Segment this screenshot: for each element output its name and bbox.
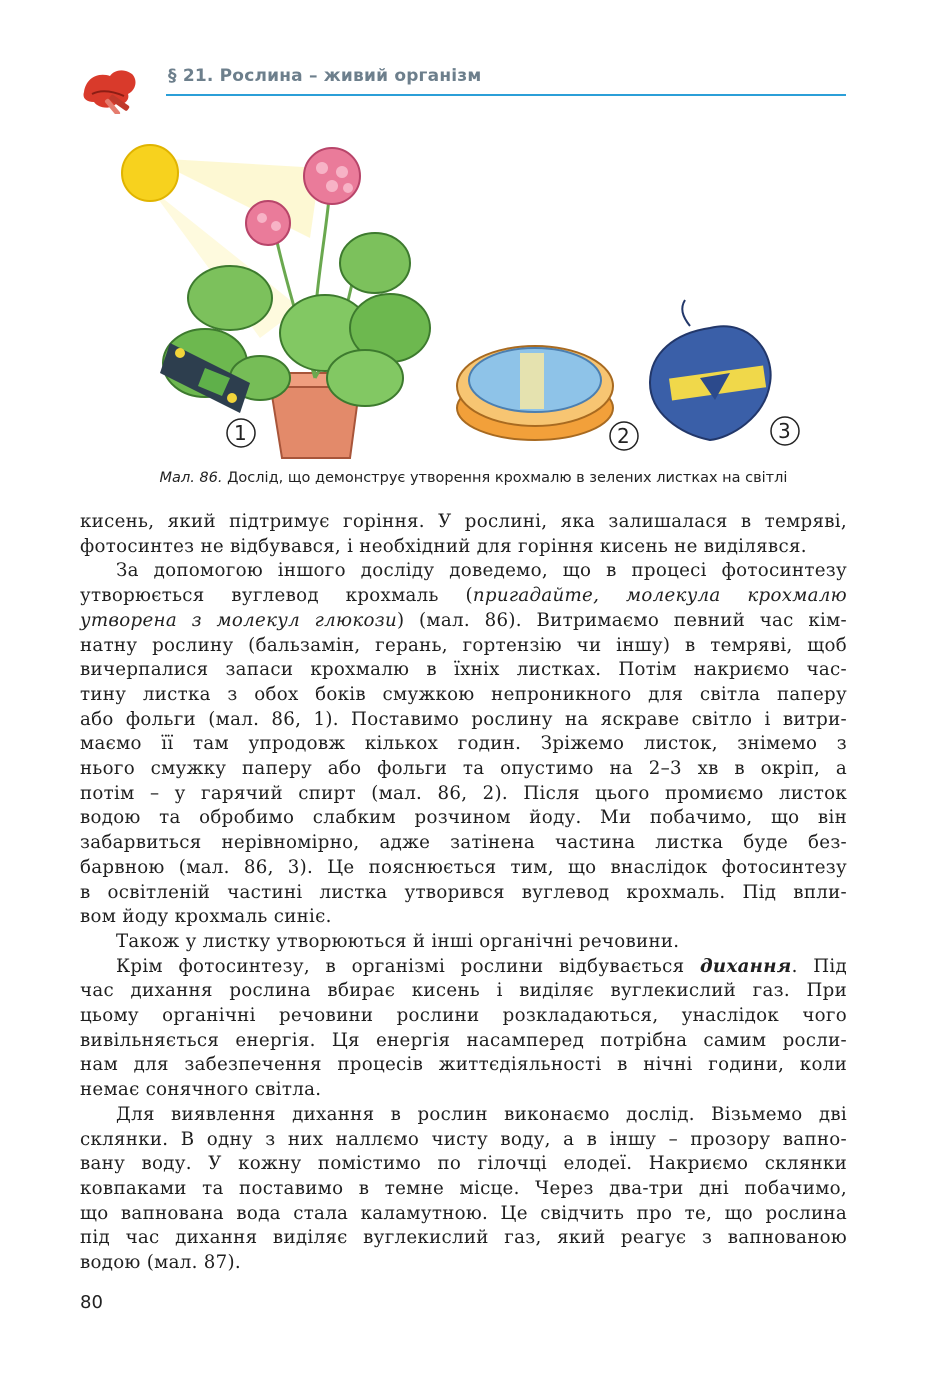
text-line: натну рослину (бальзамін, герань, гортензію чи іншу) в темряві, щоб [80, 634, 847, 656]
page-number: 80 [80, 1292, 103, 1313]
text-line: Для виявлення дихання в рослин виконаємо дослід. Візьмемо дві [116, 1103, 847, 1125]
text-line: вивільняється енергія. Ця енергія насамперед потрібна самим росли- [80, 1029, 847, 1051]
iodine-stained-leaf-icon [650, 300, 771, 440]
text-span: Крім фотосинтезу, в організмі рослини відбувається [116, 955, 700, 977]
text-span: . Під [791, 955, 847, 977]
text-line: немає сонячного світла. [80, 1079, 322, 1101]
text-line: фотосинтез не відбувався, і необхідний для горіння кисень не виділявся. [80, 535, 807, 557]
text-line: тину листка з обох боків смужкою непроникного для світла паперу [80, 683, 847, 705]
experiment-illustration [110, 128, 830, 468]
caption-text: Дослід, що демонструє утворення крохмалю в зелених листках на світлі [222, 470, 788, 486]
body-text [80, 510, 847, 1276]
text-line: час дихання рослина вбирає кисень і виділяє вуглекислий газ. При [80, 980, 847, 1002]
text-line: барвною (мал. 86, 3). Це пояснюється тим, що внаслідок фотосинтезу [80, 856, 847, 878]
page-header [80, 58, 850, 102]
section-title: § 21. Рослина – живий організм [168, 66, 482, 86]
caption-label: Мал. 86. [159, 470, 223, 486]
key-term: дихання [699, 955, 792, 977]
text-line [80, 955, 847, 980]
text-line: Також у листку утворюються й інші органічні речовини. [116, 930, 680, 952]
petri-dish-icon [457, 346, 613, 440]
text-line: в освітленій частині листка утворився вуглевод крохмаль. Під впли- [80, 881, 847, 903]
leaf-logo-icon [80, 64, 140, 114]
text-line: вичерпалися запаси крохмалю в їхніх листках. Потім накриємо час- [80, 659, 847, 681]
text-line: вану воду. У кожну помістимо по гілочці елодеї. Накриємо склянки [80, 1153, 847, 1175]
text-line: що вапнована вода стала каламутною. Це свідчить про те, що рослина [80, 1202, 847, 1224]
text-line: кисень, який підтримує горіння. У рослині, яка залишалася в темряві, [80, 511, 847, 532]
text-line: вом йоду крохмаль синіє. [80, 906, 332, 928]
italic-hint: пригадайте, молекула крохмалю [472, 585, 847, 607]
text-line: цьому органічні речовини рослини розкладаються, унаслідок чого [80, 1005, 847, 1027]
text-line: склянки. В одну з них наллємо чисту воду, а в іншу – прозору вапно- [80, 1128, 847, 1150]
figure-label-2: 2 [617, 424, 630, 448]
figure-label-3: 3 [778, 419, 791, 443]
figure-86 [110, 128, 830, 468]
text-line: забарвиться нерівномірно, адже затінена частина листка буде без- [80, 832, 847, 854]
figure-caption [0, 470, 947, 486]
text-span: утворюється вуглевод крохмаль ( [80, 585, 473, 607]
text-line: водою та обробимо слабким розчином йоду. Ми побачимо, що він [80, 807, 847, 829]
text-line [80, 609, 847, 634]
text-line: нього смужку паперу або фольги та опустимо на 2–3 хв в окріп, а [80, 758, 847, 780]
text-span: ) (мал. 86). Витримаємо певний час кім- [396, 609, 847, 631]
text-line: потім – у гарячий спирт (мал. 86, 2). Після цього промиємо листок [80, 782, 847, 804]
text-line: маємо її там упродовж кількох годин. Зріжемо листок, знімемо з [80, 733, 847, 755]
italic-hint: утворена з молекул глюкози [80, 609, 397, 631]
text-line [80, 584, 847, 609]
text-line: За допомогою іншого досліду доведемо, що в процесі фотосинтезу [116, 560, 847, 582]
text-line: ковпаками та поставимо в темне місце. Через два-три дні побачимо, [80, 1177, 847, 1199]
text-line: під час дихання виділяє вуглекислий газ, який реагує з вапнованою [80, 1227, 847, 1249]
text-line: нам для забезпечення процесів життєдіяльності в нічні години, коли [80, 1054, 847, 1076]
text-line: водою (мал. 87). [80, 1252, 241, 1274]
figure-label-1: 1 [234, 421, 247, 445]
header-divider [166, 94, 846, 96]
text-line: або фольги (мал. 86, 1). Поставимо рослину на яскраве світло і витри- [80, 708, 847, 730]
